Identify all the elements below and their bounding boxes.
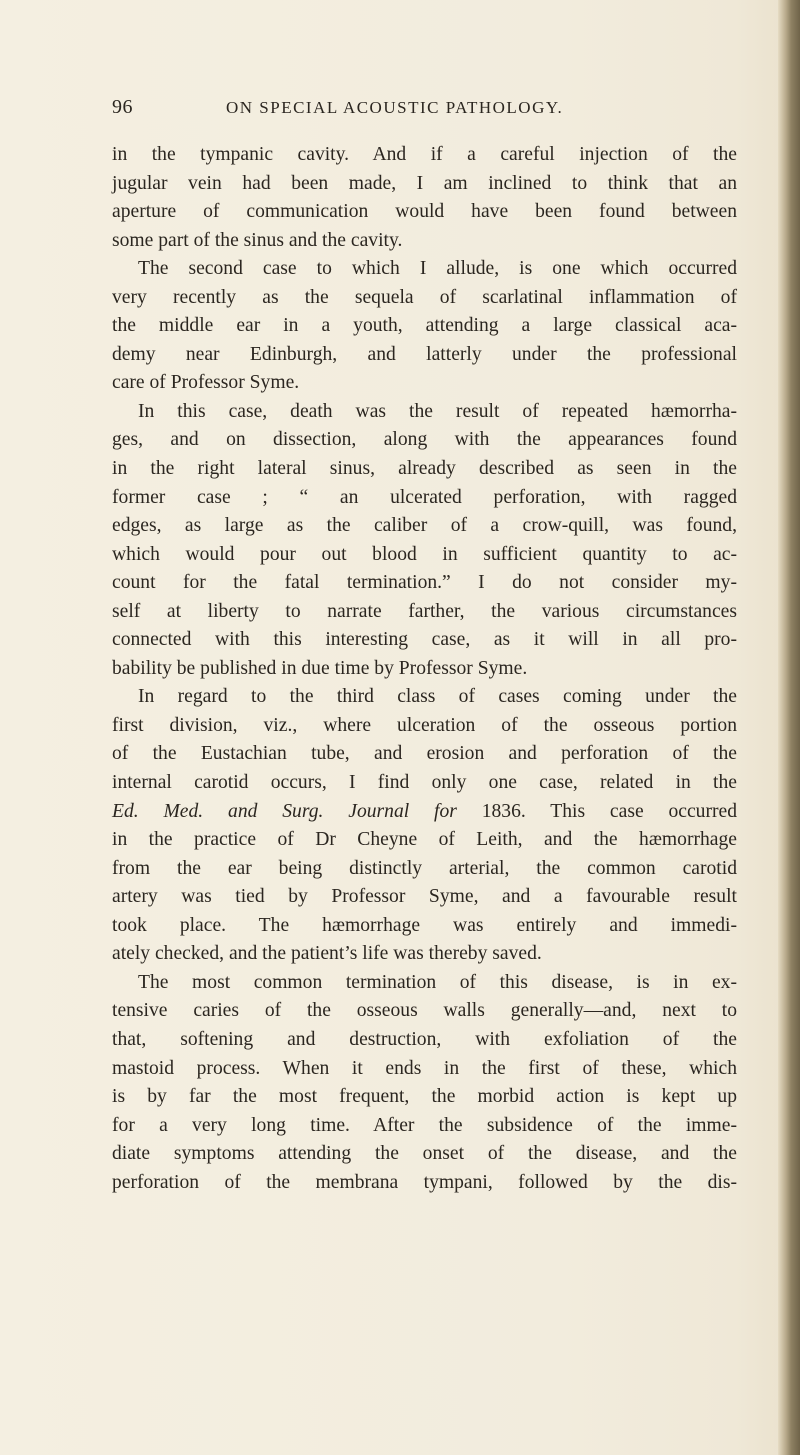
text-line: that, softening and destruction, with exfoliation of the — [112, 1028, 737, 1050]
text-line: very recently as the sequela of scarlatinal inflammation of — [112, 286, 737, 308]
text-line: of the Eustachian tube, and erosion and perforation of the — [112, 743, 737, 765]
text-line: former case ; “ an ulcerated perforation, with ragged — [112, 486, 737, 508]
text-line: In this case, death was the result of repeated hæmorrha- — [138, 400, 737, 422]
text-line: first division, viz., where ulceration of the osseous portion — [112, 714, 737, 736]
text-line: jugular vein had been made, I am inclined to think that an — [112, 172, 737, 194]
text-line: in the practice of Dr Cheyne of Leith, and the hæmorrhage — [112, 829, 737, 851]
text-line: which would pour out blood in sufficient quantity to ac- — [112, 543, 737, 565]
text-line: internal carotid occurs, I find only one case, related in the — [112, 772, 737, 794]
text-line: perforation of the membrana tympani, followed by the dis- — [112, 1171, 737, 1193]
page-header — [112, 96, 712, 126]
text-line: demy near Edinburgh, and latterly under the professional — [112, 343, 737, 365]
text-line: mastoid process. When it ends in the first of these, which — [112, 1057, 737, 1079]
text-line: In regard to the third class of cases coming under the — [138, 686, 737, 708]
page-number: 96 — [112, 96, 133, 118]
text-line: The second case to which I allude, is one which occurred — [138, 258, 737, 280]
text-line: ges, and on dissection, along with the appearances found — [112, 429, 737, 451]
text-line: diate symptoms attending the onset of the disease, and the — [112, 1143, 737, 1165]
body-text — [112, 141, 737, 1197]
text-line — [112, 798, 737, 827]
text-line: for a very long time. After the subsidence of the imme- — [112, 1114, 737, 1136]
text-line: self at liberty to narrate farther, the various circumstances — [112, 600, 737, 622]
text-line: edges, as large as the caliber of a crow-quill, was found, — [112, 515, 737, 537]
text-line: some part of the sinus and the cavity. — [112, 229, 403, 251]
text-line: the middle ear in a youth, attending a large classical aca- — [112, 315, 737, 337]
text-line: count for the fatal termination.” I do not consider my- — [112, 572, 737, 594]
text-line: ately checked, and the patient’s life was thereby saved. — [112, 943, 542, 965]
text-line: artery was tied by Professor Syme, and a favourable result — [112, 886, 737, 908]
text-line: care of Professor Syme. — [112, 372, 300, 394]
text-line: bability be published in due time by Professor Syme. — [112, 657, 528, 679]
text-line: is by far the most frequent, the morbid action is kept up — [112, 1086, 737, 1108]
text-line: aperture of communication would have been found between — [112, 201, 737, 223]
running-title: ON SPECIAL ACOUSTIC PATHOLOGY. — [226, 98, 564, 117]
text-line: tensive caries of the osseous walls generally—and, next to — [112, 1000, 737, 1022]
text-line: took place. The hæmorrhage was entirely and immedi- — [112, 914, 737, 936]
text-line: from the ear being distinctly arterial, the common carotid — [112, 857, 737, 879]
text-line-rest: 1836. This case occurred — [456, 800, 737, 822]
text-line: in the tympanic cavity. And if a careful injection of the — [112, 144, 737, 165]
journal-citation: Ed. Med. and Surg. Journal for — [112, 800, 457, 822]
page-edge — [778, 0, 800, 1455]
text-line: in the right lateral sinus, already described as seen in the — [112, 458, 737, 480]
text-line: The most common termination of this disease, is in ex- — [138, 971, 737, 993]
text-line: connected with this interesting case, as it will in all pro- — [112, 629, 737, 651]
